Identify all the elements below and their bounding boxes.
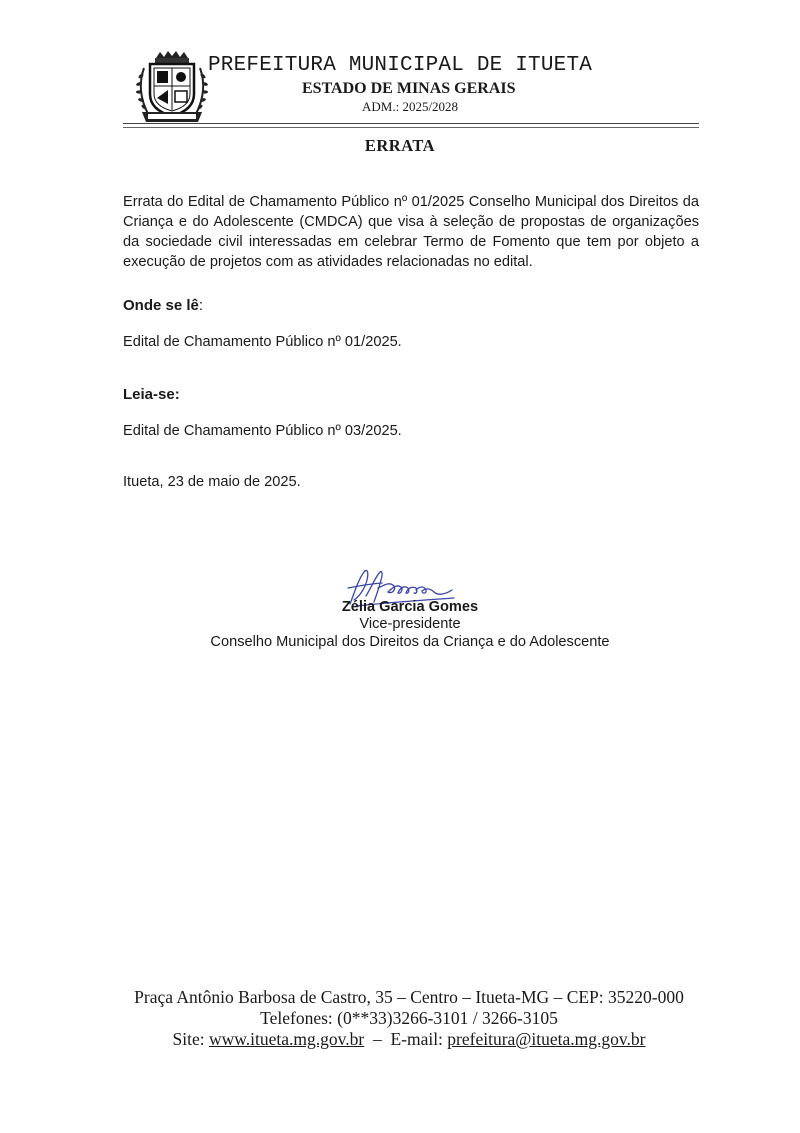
- signatory-name: Zélia Garcia Gomes: [341, 599, 479, 615]
- header-title: PREFEITURA MUNICIPAL DE ITUETA: [208, 54, 593, 77]
- read-as-text: Edital de Chamamento Público nº 03/2025.: [123, 423, 402, 439]
- footer-email-label: E-mail:: [390, 1029, 443, 1049]
- where-reads-heading: [123, 297, 203, 314]
- footer-site-label: Site:: [172, 1029, 205, 1049]
- where-reads-text: Edital de Chamamento Público nº 01/2025.: [123, 334, 402, 350]
- header-rule: [123, 123, 699, 124]
- header-state: ESTADO DE MINAS GERAIS: [302, 80, 516, 97]
- footer-separator: –: [372, 1029, 382, 1049]
- errata-intro-paragraph: Errata do Edital de Chamamento Público nº 01/2025 Conselho Municipal dos Direitos da Criança e do Adolescente (CMDCA) que visa à seleção de propostas de organizações da sociedade civil interessadas em celebrar Termo de Fomento que tem por objeto a execução de projetos com as atividades relacionadas no edital.: [123, 194, 699, 270]
- header-rule-secondary: [123, 127, 699, 128]
- where-reads-colon: :: [198, 297, 204, 314]
- footer-site-link[interactable]: www.itueta.mg.gov.br: [208, 1029, 365, 1049]
- where-reads-label: Onde se lê: [123, 297, 199, 314]
- read-as-heading: [123, 386, 180, 403]
- place-date: Itueta, 23 de maio de 2025.: [123, 474, 301, 490]
- footer-email-link[interactable]: prefeitura@itueta.mg.gov.br: [447, 1029, 646, 1049]
- signatory-organization: Conselho Municipal dos Direitos da Criança e do Adolescente: [210, 634, 610, 650]
- document-title: ERRATA: [364, 136, 436, 155]
- footer-address: Praça Antônio Barbosa de Castro, 35 – Centro – Itueta-MG – CEP: 35220-000: [134, 987, 684, 1007]
- read-as-label: Leia-se:: [123, 386, 180, 403]
- signatory-role: Vice-presidente: [359, 616, 461, 632]
- municipal-coat-of-arms: [134, 50, 210, 124]
- footer-contact-line: [0, 1029, 800, 1050]
- header-administration: ADM.: 2025/2028: [362, 99, 459, 114]
- footer-phones: Telefones: (0**33)3266-3101 / 3266-3105: [260, 1008, 558, 1028]
